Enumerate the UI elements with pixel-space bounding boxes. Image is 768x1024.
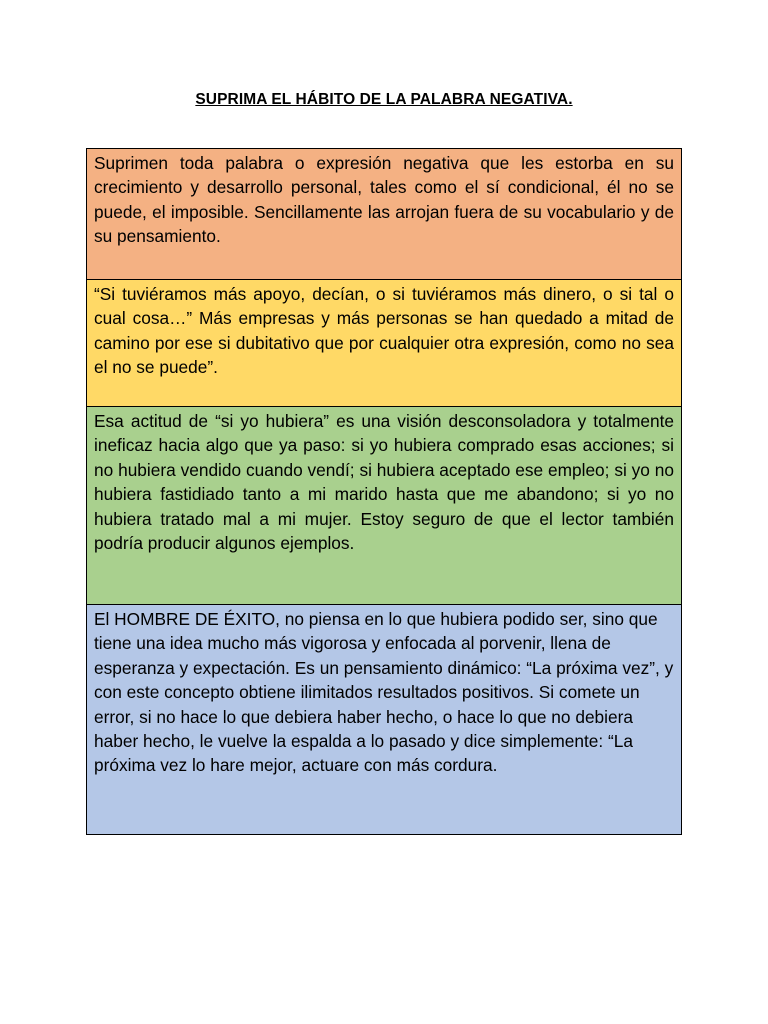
paragraph-1: Suprimen toda palabra o expresión negativa que les estorba en su crecimiento y desarrollo personal, tales como el sí condicional, él no se puede, el imposible. Sencillamente las arrojan fuera de su vocabulario y de su pensamiento. — [94, 153, 674, 247]
paragraph-3: Esa actitud de “si yo hubiera” es una visión desconsoladora y totalmente ineficaz hacia algo que ya paso: si yo hubiera comprado esas acciones; si no hubiera vendido cuando vendí; si hubiera aceptado ese empleo; si yo no hubiera fastidiado tanto a mi marido hasta que me abandono; si yo no hubiera tratado mal a mi mujer. Estoy seguro de que el lector también podría producir algunos ejemplos. — [94, 411, 674, 554]
content-table — [86, 148, 682, 835]
table-row-green — [87, 407, 681, 605]
table-row-yellow — [87, 280, 681, 407]
table-row-orange — [87, 149, 681, 280]
paragraph-4: El HOMBRE DE ÉXITO, no piensa en lo que hubiera podido ser, sino que tiene una idea mucho más vigorosa y enfocada al porvenir, llena de esperanza y expectación. Es un pensamiento dinámico: “La próxima vez”, y con este concepto obtiene ilimitados resultados positivos. Si comete un error, si no hace lo que debiera haber hecho, o hace lo que no debiera haber hecho, le vuelve la espalda a lo pasado y dice simplemente: “La próxima vez lo hare mejor, actuare con más cordura. — [94, 609, 674, 776]
paragraph-2: “Si tuviéramos más apoyo, decían, o si tuviéramos más dinero, o si tal o cual cosa…” Más empresas y más personas se han quedado a mitad de camino por ese si dubitativo que por cualquier otra expresión, como no sea el no se puede”. — [94, 284, 674, 378]
table-row-blue — [87, 605, 681, 834]
document-title: SUPRIMA EL HÁBITO DE LA PALABRA NEGATIVA. — [195, 91, 573, 108]
